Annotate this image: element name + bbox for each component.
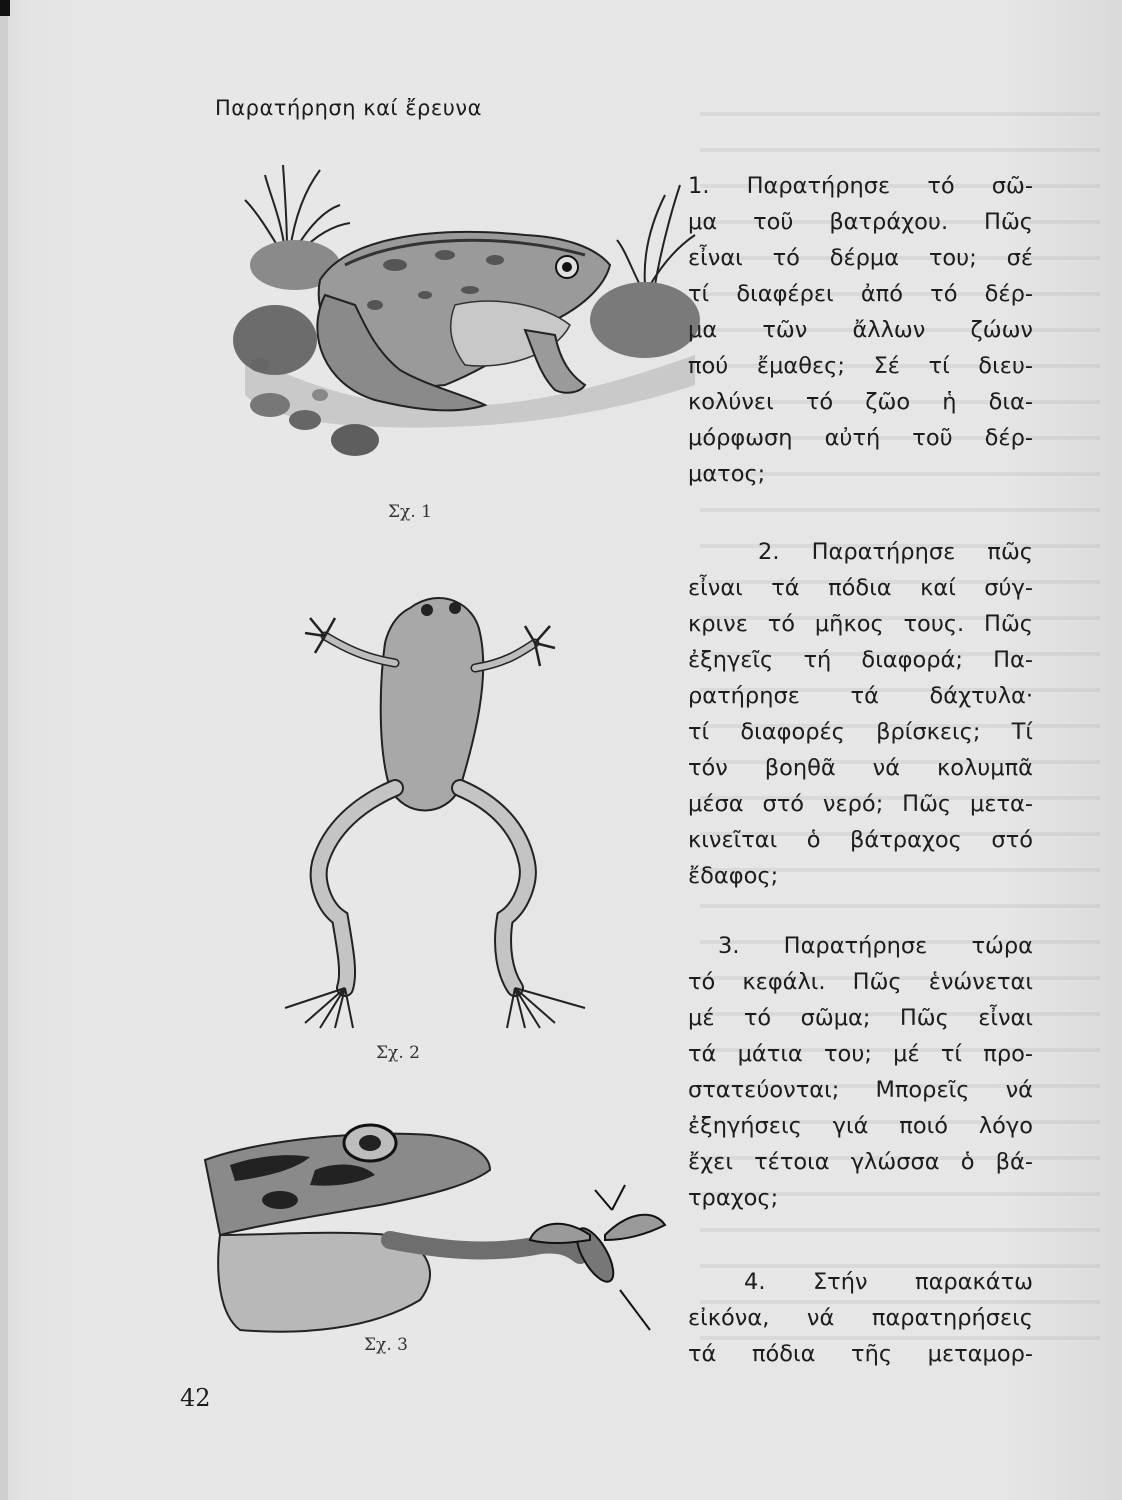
text-line: ἔδαφος; xyxy=(688,863,779,889)
text-line: κινεῖται ὁ βάτραχος στό xyxy=(688,827,1033,853)
text-line: τόν βοηθᾶ νά κολυμπᾶ xyxy=(688,755,1033,781)
page-number: 42 xyxy=(180,1384,211,1412)
text-line: εἶναι τά πόδια καί σύγ- xyxy=(688,575,1033,601)
figure-2-caption: Σχ. 2 xyxy=(376,1043,420,1063)
text-line: εἶναι τό δέρμα του; σέ xyxy=(688,245,1033,271)
text-line: τί διαφορές βρίσκεις; Τί xyxy=(688,719,1033,745)
text-line: μα τοῦ βατράχου. Πῶς xyxy=(688,209,1033,235)
text-line: ρατήρησε τά δάχτυλα· xyxy=(688,683,1033,709)
text-line: εἰκόνα, νά παρατηρήσεις xyxy=(688,1305,1033,1331)
text-line: ματος; xyxy=(688,461,766,487)
text-line: μέ τό σῶμα; Πῶς εἶναι xyxy=(688,1005,1033,1031)
text-line: τί διαφέρει ἀπό τό δέρ- xyxy=(688,281,1033,307)
text-line: 3. Παρατήρησε τώρα xyxy=(718,933,1033,959)
section-heading: Παρατήρηση καί ἔρευνα xyxy=(215,96,482,120)
text-line: τραχος; xyxy=(688,1185,779,1211)
text-line: τά μάτια του; μέ τί προ- xyxy=(688,1041,1033,1067)
figure-3-frog-tongue xyxy=(200,1115,680,1345)
text-line: ἐξηγεῖς τή διαφορά; Πα- xyxy=(688,647,1033,673)
question-2 xyxy=(688,534,1033,894)
text-line: τό κεφάλι. Πῶς ἑνώνεται xyxy=(688,969,1033,995)
text-line: 2. Παρατήρησε πῶς xyxy=(758,539,1033,565)
text-line: μα τῶν ἄλλων ζώων xyxy=(688,317,1033,343)
text-line: πού ἔμαθες; Σέ τί διευ- xyxy=(688,353,1033,379)
text-line: τά πόδια τῆς μεταμορ- xyxy=(688,1341,1033,1367)
text-line: στατεύονται; Μπορεῖς νά xyxy=(688,1077,1033,1103)
question-4 xyxy=(688,1264,1033,1372)
text-line: ἐξηγήσεις γιά ποιό λόγο xyxy=(688,1113,1033,1139)
figure-2-frog-spread xyxy=(265,588,605,1038)
scan-corner-mark xyxy=(0,0,10,16)
text-line: 1. Παρατήρησε τό σῶ- xyxy=(688,173,1033,199)
figure-1-caption: Σχ. 1 xyxy=(388,502,432,522)
question-3 xyxy=(688,928,1033,1216)
figure-1-frog-sitting xyxy=(225,155,705,475)
figure-3-caption: Σχ. 3 xyxy=(364,1335,408,1355)
text-line: κρινε τό μῆκος τους. Πῶς xyxy=(688,611,1033,637)
text-line: μόρφωση αὐτή τοῦ δέρ- xyxy=(688,425,1033,451)
question-1 xyxy=(688,168,1033,492)
text-line: ἔχει τέτοια γλώσσα ὁ βά- xyxy=(688,1149,1033,1175)
text-line: 4. Στήν παρακάτω xyxy=(744,1269,1033,1295)
text-line: μέσα στό νερό; Πῶς μετα- xyxy=(688,791,1033,817)
text-line: κολύνει τό ζῶο ἡ δια- xyxy=(688,389,1033,415)
page-edge-shadow xyxy=(0,0,8,1500)
